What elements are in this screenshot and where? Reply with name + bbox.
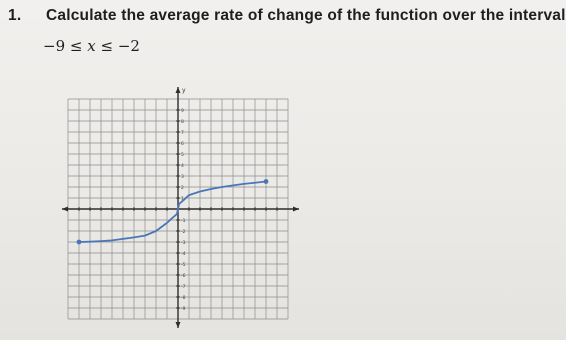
question-text: Calculate the average rate of change of the function over the interval	[46, 7, 566, 24]
y-tick-label: -4	[181, 252, 186, 257]
y-tick-label: 4	[181, 164, 184, 169]
y-axis-label: y	[182, 87, 186, 94]
interval-variable: x	[87, 37, 96, 55]
y-tick-label: -6	[181, 274, 186, 279]
y-axis-arrow-down	[176, 322, 181, 328]
function-curve	[79, 182, 266, 243]
y-tick-label: 6	[181, 142, 184, 147]
interval-operator-right: ≤	[95, 37, 118, 55]
interval-lower-bound: −9	[43, 37, 66, 55]
y-tick-label: 3	[181, 175, 184, 180]
y-tick-label: 8	[181, 120, 184, 125]
y-tick-label: 7	[181, 131, 184, 136]
question-line	[8, 7, 566, 25]
y-tick-label: -3	[181, 241, 186, 246]
y-tick-label: -8	[181, 296, 186, 301]
y-tick-label: 2	[181, 186, 184, 191]
curve-endpoint	[264, 179, 269, 184]
y-tick-label: 9	[181, 109, 184, 114]
y-tick-label: 1	[181, 197, 184, 202]
y-tick-label: -2	[181, 230, 186, 235]
question-number: 1.	[8, 7, 22, 24]
function-graph	[58, 85, 304, 330]
curve-endpoint	[77, 240, 82, 245]
x-axis-arrow-left	[62, 207, 68, 212]
x-axis-arrow	[293, 207, 299, 212]
y-tick-label: -9	[181, 307, 186, 312]
interval-operator-left: ≤	[65, 37, 88, 55]
y-axis-arrow	[176, 87, 181, 93]
graph-svg	[58, 85, 304, 330]
y-tick-label: 5	[181, 153, 184, 158]
y-tick-label: -7	[181, 285, 186, 290]
y-tick-label: -1	[181, 219, 186, 224]
interval-upper-bound: −2	[117, 37, 140, 55]
interval-expression	[43, 37, 140, 55]
y-tick-label: -5	[181, 263, 186, 268]
